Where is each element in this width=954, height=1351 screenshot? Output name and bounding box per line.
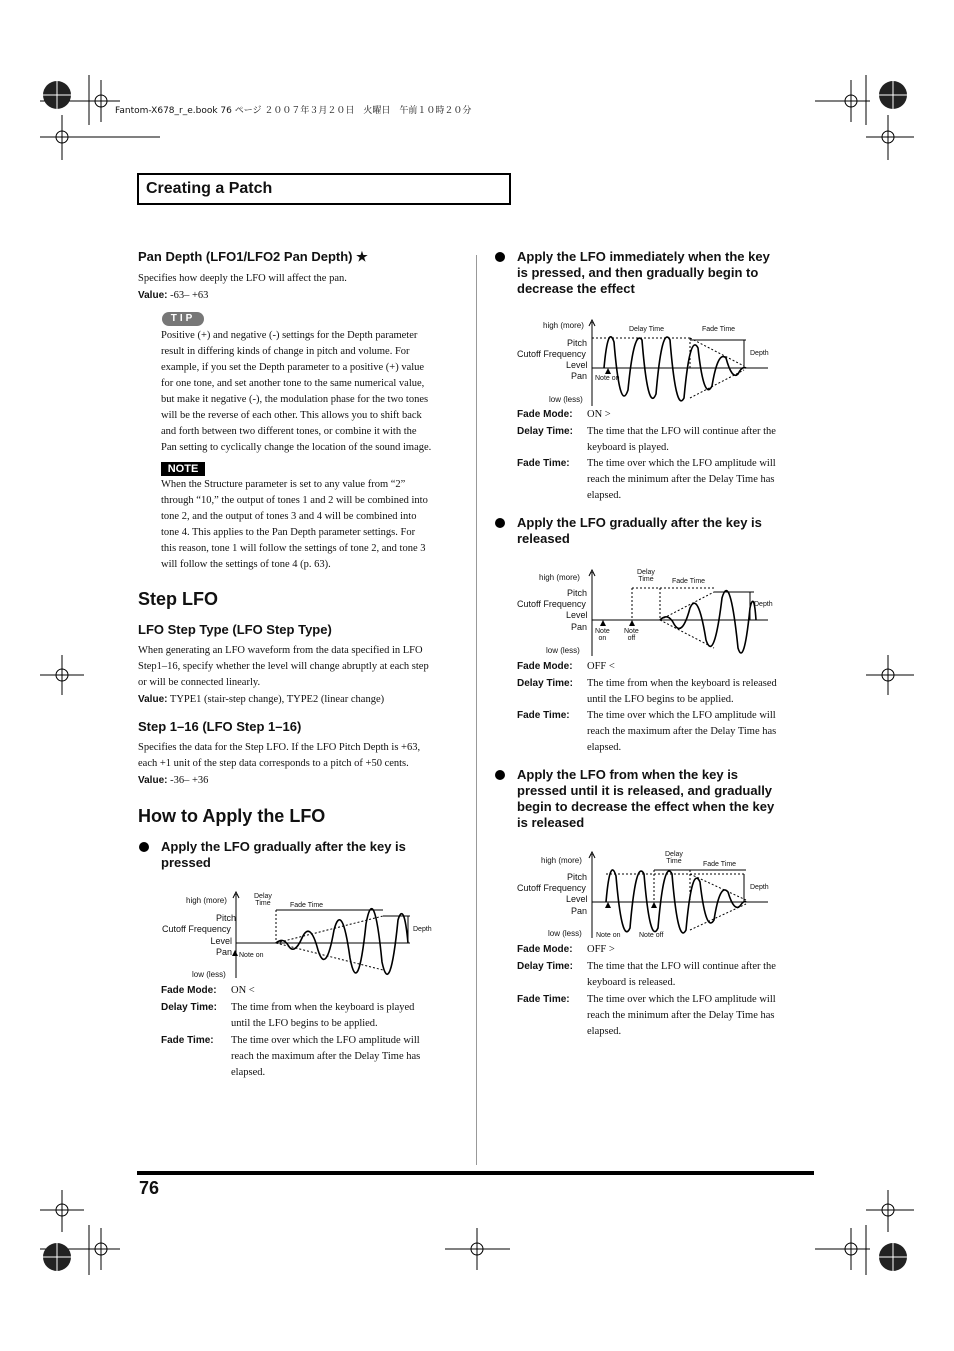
case4-delay-time-label: Delay Time: <box>517 961 573 972</box>
case3-delay-time-text: The time from when the keyboard is released until the LFO begins to be applied. <box>587 678 777 705</box>
print-header-line: Fantom-X678_r_e.book 76 ページ ２００７年３月２０日 火曜日 午前１０時２０分 <box>115 106 472 116</box>
section-title: Creating a Patch <box>146 180 273 197</box>
bullet-icon <box>495 252 505 262</box>
case2-fade-time-text: The time over which the LFO amplitude will reach the minimum after the Delay Time has elapsed. <box>587 458 776 501</box>
tip-badge: TIP <box>162 312 204 326</box>
case4-fade-time-text: The time over which the LFO amplitude will reach the minimum after the Delay Time has elapsed. <box>587 994 776 1037</box>
lfo-step-value: Value: -36– +36 <box>138 775 209 786</box>
case4-fade-time-label: Fade Time: <box>517 994 570 1005</box>
lfo-step-type-heading: LFO Step Type (LFO Step Type) <box>138 622 332 637</box>
case2-fade-time-label: Fade Time: <box>517 458 570 469</box>
case4-waveform <box>586 850 771 940</box>
lfo-step-heading: Step 1–16 (LFO Step 1–16) <box>138 719 302 734</box>
pan-depth-heading: Pan Depth (LFO1/LFO2 Pan Depth) ★ <box>138 249 368 264</box>
case3-diagram: high (more) Pitch Cutoff Frequency Level Pan low (less) Delay Time Fade Time Depth Note on Note off <box>517 569 773 655</box>
case3-title: Apply the LFO gradually after the key is released <box>517 515 762 546</box>
case1-delay-time-label: Delay Time: <box>161 1002 217 1013</box>
case3-fade-time-text: The time over which the LFO amplitude will reach the maximum after the Delay Time has elapsed. <box>587 710 777 753</box>
case2-delay-time-text: The time that the LFO will continue after the keyboard is played. <box>587 426 776 453</box>
lfo-step-type-value: Value: TYPE1 (stair-step change), TYPE2 (linear change) <box>138 694 385 705</box>
case1-waveform <box>230 890 415 980</box>
case2-delay-time-label: Delay Time: <box>517 426 573 437</box>
case2-title: Apply the LFO immediately when the key is pressed, and then gradually begin to decrease the effect <box>517 249 770 296</box>
how-to-apply-heading: How to Apply the LFO <box>138 806 326 826</box>
lfo-step-text: Specifies the data for the Step LFO. If the LFO Pitch Depth is +63, each +1 unit of the step data corresponds to a pitch of +50 cents. <box>138 742 421 769</box>
case4-delay-time-text: The time that the LFO will continue after the keyboard is released. <box>587 961 776 988</box>
case1-fade-time-label: Fade Time: <box>161 1035 214 1046</box>
bullet-icon <box>495 518 505 528</box>
case1-delay-time-text: The time from when the keyboard is played until the LFO begins to be applied. <box>231 1002 415 1029</box>
case3-fade-mode-label: Fade Mode: <box>517 661 573 672</box>
case1-fade-time-text: The time over which the LFO amplitude will reach the maximum after the Delay Time has elapsed. <box>231 1035 421 1078</box>
case4-title: Apply the LFO from when the key is pressed until it is released, and gradually begin to decrease the effect when the key is released <box>517 767 775 830</box>
pan-depth-value: Value: -63– +63 <box>138 290 209 301</box>
pan-depth-description: Specifies how deeply the LFO will affect the pan. <box>138 273 347 284</box>
case3-waveform <box>586 568 771 658</box>
column-divider <box>476 255 477 1165</box>
case4-diagram: high (more) Pitch Cutoff Frequency Level Pan low (less) Delay Time Fade Time Depth Note on Note off <box>517 851 769 939</box>
bullet-icon <box>139 842 149 852</box>
footer-rule <box>137 1171 814 1175</box>
case4-fade-mode-label: Fade Mode: <box>517 944 573 955</box>
page-number: 76 <box>139 1178 160 1198</box>
case1-diagram: high (more) Pitch Cutoff Frequency Level Pan low (less) Delay Time Fade Time Depth Note on <box>162 893 432 979</box>
lfo-step-type-text: When generating an LFO waveform from the data specified in LFO Step1–16, specify whether the level will change abruptly at each step or will be connected linearly. <box>138 645 429 688</box>
case2-fade-mode-label: Fade Mode: <box>517 409 573 420</box>
step-lfo-heading: Step LFO <box>138 589 218 609</box>
case4-fade-mode-value: OFF > <box>587 944 615 955</box>
case2-waveform <box>586 318 771 408</box>
note-text: When the Structure parameter is set to any value from “2” through “10,” the output of tones 1 and 2 will be combined into tone 2, and the output of tones 3 and 4 will be combined into tone 4. This applies to the Pan Depth parameter settings. For this reason, tone 1 will follow the settings of tone 2, and tone 3 will follow the settings of tone 4 (p. 63). <box>161 479 428 570</box>
case1-title: Apply the LFO gradually after the key is pressed <box>161 839 406 870</box>
note-badge: NOTE <box>161 462 205 476</box>
case1-fade-mode-label: Fade Mode: <box>161 985 217 996</box>
case3-fade-time-label: Fade Time: <box>517 710 570 721</box>
case3-delay-time-label: Delay Time: <box>517 678 573 689</box>
case3-fade-mode-value: OFF < <box>587 661 615 672</box>
case2-fade-mode-value: ON > <box>587 409 611 420</box>
case1-fade-mode-value: ON < <box>231 985 255 996</box>
bullet-icon <box>495 770 505 780</box>
tip-text: Positive (+) and negative (-) settings for the Depth parameter result in differing kinds of change in pitch and volume. For example, if you set the Depth parameter to a positive (+) value for one tone, and set another tone to the same numerical value, but make it negative (-), the modulation phase for the two tones will be the reverse of each other. This allows you to shift back and forth between two different tones, or combine it with the Pan setting to cyclically change the location of the sound image. <box>161 330 432 453</box>
case2-diagram: high (more) Pitch Cutoff Frequency Level Pan low (less) Delay Time Fade Time Depth Note on <box>517 321 769 404</box>
